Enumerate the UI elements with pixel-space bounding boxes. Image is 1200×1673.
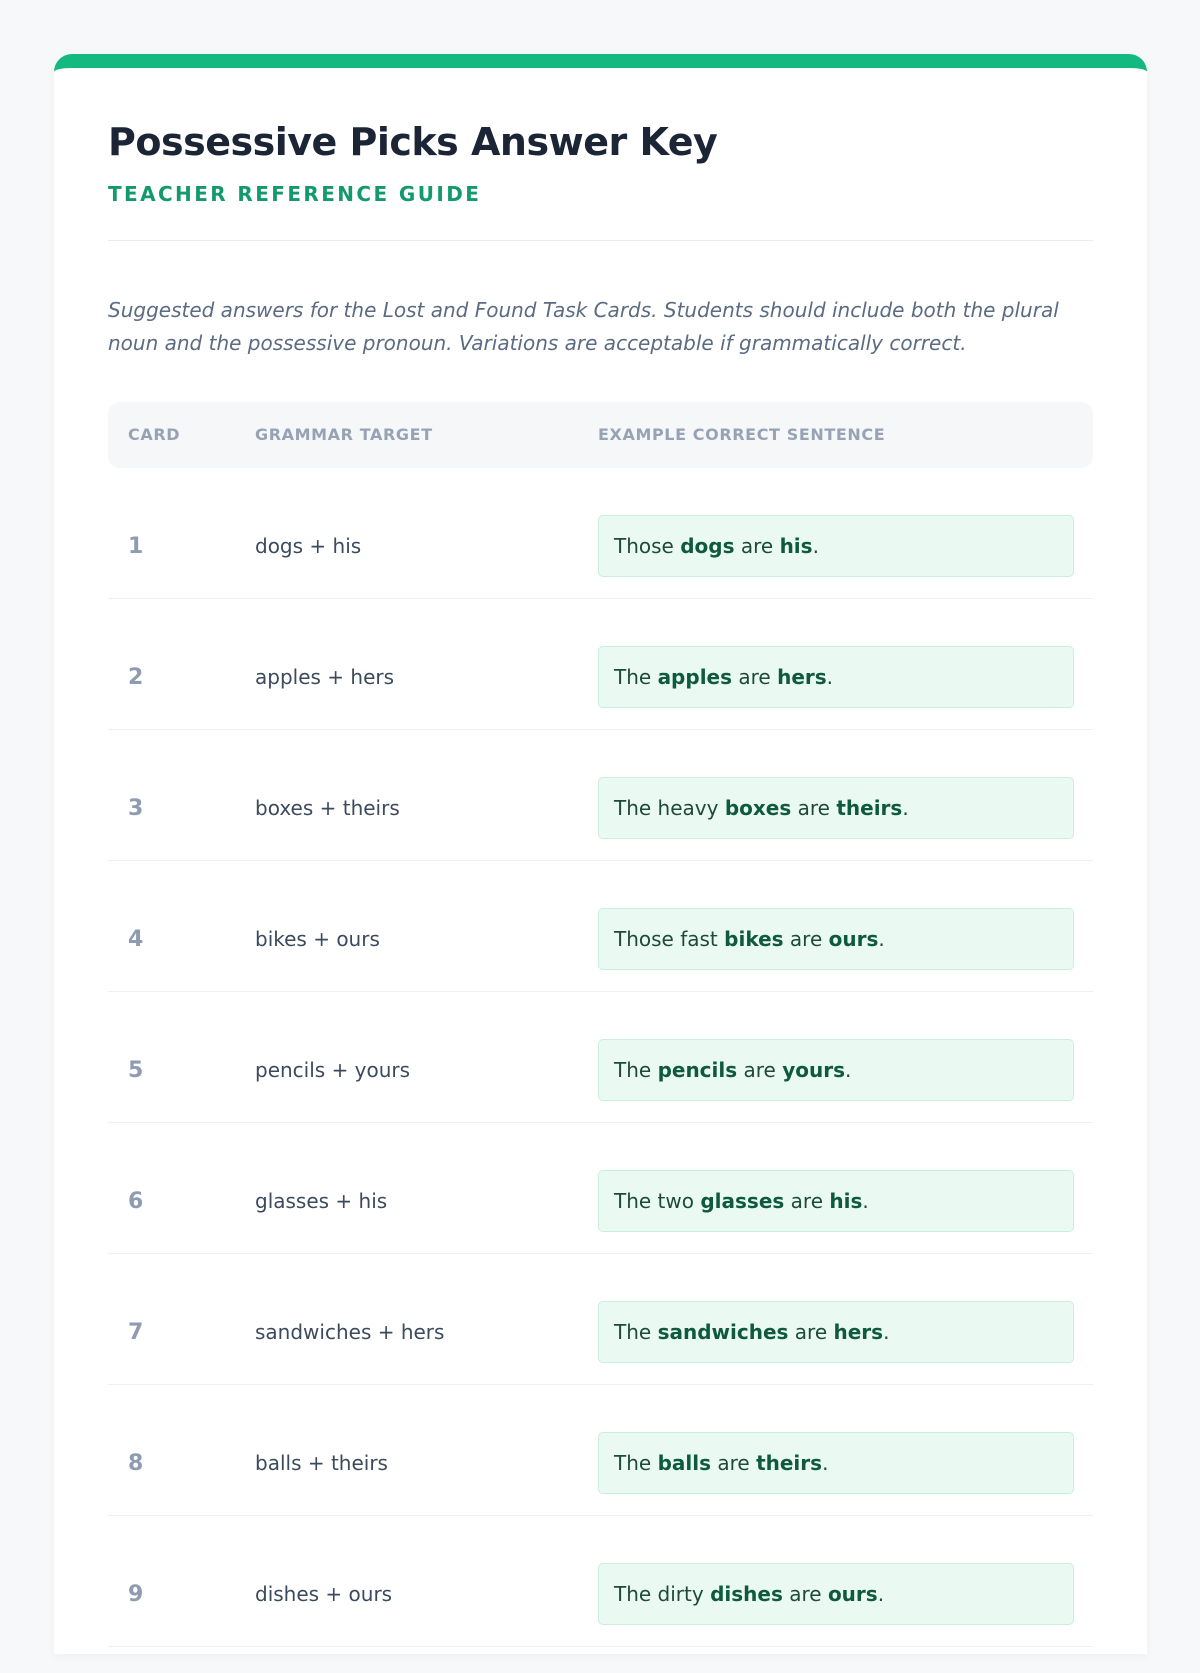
- card-number: 4: [128, 927, 144, 952]
- sentence-text: The: [614, 1451, 658, 1475]
- sentence-text: are: [788, 1320, 834, 1344]
- column-header-card: CARD: [128, 425, 181, 444]
- sentence-text: are: [784, 1189, 830, 1213]
- sentence-keyword: apples: [657, 665, 733, 689]
- example-sentence-box: [598, 1170, 1074, 1232]
- grammar-target: balls + theirs: [255, 1451, 388, 1475]
- sentence-keyword: his: [829, 1189, 863, 1213]
- intro-text: Suggested answers for the Lost and Found Task Cards. Students should include both the plural noun and the possessive pronoun. Variations are acceptable if grammatically correct.: [108, 298, 1059, 355]
- table-row: [108, 468, 1093, 599]
- grammar-target: boxes + theirs: [255, 796, 400, 820]
- sentence-keyword: bikes: [724, 927, 784, 951]
- sentence-keyword: theirs: [836, 796, 903, 820]
- card-number: 5: [128, 1058, 144, 1083]
- grammar-target: dishes + ours: [255, 1582, 393, 1606]
- card-number: 1: [128, 534, 144, 559]
- table-body: [108, 468, 1093, 1647]
- column-header-example-sentence: EXAMPLE CORRECT SENTENCE: [598, 425, 886, 444]
- table-row: [108, 599, 1093, 730]
- table-row: [108, 730, 1093, 861]
- table-header: [108, 402, 1093, 468]
- example-sentence-box: [598, 777, 1074, 839]
- sentence-keyword: pencils: [657, 1058, 738, 1082]
- table-row: [108, 1516, 1093, 1647]
- sentence-keyword: hers: [777, 665, 827, 689]
- sentence-keyword: ours: [827, 1582, 878, 1606]
- header-divider: [108, 240, 1093, 241]
- table-row: [108, 1385, 1093, 1516]
- example-sentence-box: [598, 1432, 1074, 1494]
- sentence-text: .: [878, 927, 885, 951]
- page-title: Possessive Picks Answer Key: [108, 120, 718, 164]
- sentence-text: .: [822, 1451, 829, 1475]
- sentence-keyword: dogs: [680, 534, 735, 558]
- sentence-text: .: [826, 665, 834, 689]
- sentence-keyword: yours: [782, 1058, 846, 1082]
- sentence-text: .: [883, 1320, 890, 1344]
- card-number: 8: [128, 1451, 144, 1476]
- sentence-text: The dirty: [614, 1582, 711, 1606]
- answer-key-card: [54, 54, 1147, 1654]
- example-sentence-box: [598, 1039, 1074, 1101]
- sentence-keyword: balls: [657, 1451, 711, 1475]
- card-number: 9: [128, 1582, 144, 1607]
- table-row: [108, 861, 1093, 992]
- example-sentence-box: [598, 1301, 1074, 1363]
- sentence-text: are: [783, 927, 829, 951]
- sentence-text: are: [734, 534, 780, 558]
- table-row: [108, 1123, 1093, 1254]
- grammar-target: bikes + ours: [255, 927, 380, 951]
- sentence-keyword: boxes: [724, 796, 792, 820]
- sentence-text: The: [614, 1320, 658, 1344]
- card-number: 7: [128, 1320, 144, 1345]
- card-number: 2: [128, 665, 144, 690]
- card-number: 6: [128, 1189, 144, 1214]
- sentence-text: are: [782, 1582, 828, 1606]
- sentence-keyword: sandwiches: [657, 1320, 789, 1344]
- sentence-keyword: ours: [828, 927, 879, 951]
- example-sentence-box: [598, 515, 1074, 577]
- grammar-target: sandwiches + hers: [255, 1320, 445, 1344]
- sentence-text: are: [791, 796, 837, 820]
- grammar-target: pencils + yours: [255, 1058, 411, 1082]
- sentence-text: The two: [614, 1189, 701, 1213]
- table-row: [108, 992, 1093, 1123]
- sentence-text: The: [614, 1058, 658, 1082]
- sentence-text: The: [614, 665, 658, 689]
- sentence-text: .: [902, 796, 909, 820]
- sentence-text: .: [812, 534, 819, 558]
- example-sentence-box: [598, 646, 1074, 708]
- page-subtitle: TEACHER REFERENCE GUIDE: [108, 182, 482, 206]
- card-number: 3: [128, 796, 144, 821]
- sentence-text: Those fast: [614, 927, 725, 951]
- column-header-grammar-target: GRAMMAR TARGET: [255, 425, 433, 444]
- sentence-text: are: [737, 1058, 783, 1082]
- sentence-text: are: [732, 665, 778, 689]
- sentence-keyword: hers: [833, 1320, 884, 1344]
- sentence-keyword: his: [779, 534, 813, 558]
- sentence-keyword: dishes: [710, 1582, 783, 1606]
- sentence-text: .: [845, 1058, 852, 1082]
- table-row: [108, 1254, 1093, 1385]
- sentence-text: .: [862, 1189, 869, 1213]
- sentence-text: Those: [614, 534, 681, 558]
- grammar-target: apples + hers: [255, 665, 395, 689]
- sentence-keyword: glasses: [700, 1189, 785, 1213]
- example-sentence-box: [598, 1563, 1074, 1625]
- grammar-target: glasses + his: [255, 1189, 388, 1213]
- sentence-text: are: [711, 1451, 757, 1475]
- sentence-keyword: theirs: [756, 1451, 823, 1475]
- sentence-text: .: [877, 1582, 885, 1606]
- sentence-text: The heavy: [614, 796, 725, 820]
- example-sentence-box: [598, 908, 1074, 970]
- grammar-target: dogs + his: [255, 534, 362, 558]
